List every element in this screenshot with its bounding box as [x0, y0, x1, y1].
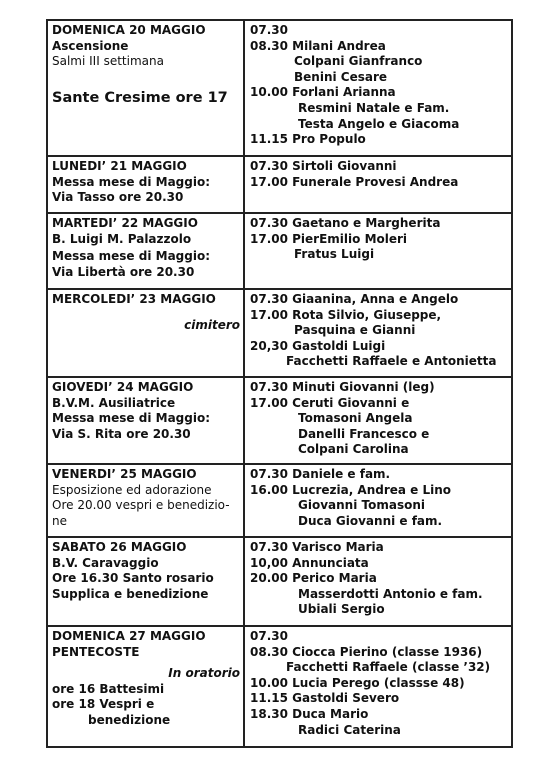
mass-intentions-cell: [250, 159, 512, 190]
mass-entry: 08.30 Milani Andrea: [250, 38, 386, 53]
oratory-note: In oratorio: [168, 666, 240, 681]
mass-entry: Masserdotti Antonio e fam.: [298, 586, 483, 601]
day-note: ore 16 Battesimi: [52, 681, 165, 696]
day-note: ne: [52, 513, 67, 528]
day-note: Via S. Rita ore 20.30: [52, 426, 191, 441]
mass-entry: 20.00 Perico Maria: [250, 571, 377, 586]
day-title: DOMENICA 20 MAGGIO: [52, 23, 206, 37]
day-note: B. Luigi M. Palazzolo: [52, 231, 192, 246]
mass-entry: Giovanni Tomasoni: [298, 498, 425, 513]
mass-intentions-cell: [250, 540, 512, 618]
liturgical-feast: B.V. Caravaggio: [52, 555, 159, 570]
day-note: benedizione: [88, 712, 171, 727]
psalter-week: Salmi III settimana: [52, 54, 164, 69]
day-info-cell: [52, 159, 240, 206]
liturgical-feast: PENTECOSTE: [52, 644, 140, 659]
mass-entry: 10.00 Lucia Perego (classse 48): [250, 675, 465, 690]
day-info-cell: [52, 216, 240, 280]
day-note: ore 18 Vespri e: [52, 697, 155, 712]
mass-entry: 07.30 Daniele e fam.: [250, 467, 391, 481]
mass-schedule-table: [46, 19, 513, 748]
day-title: MERCOLEDI’ 23 MAGGIO: [52, 292, 216, 306]
mass-entry: 10.00 Forlani Arianna: [250, 85, 396, 100]
day-note: Messa mese di Maggio:: [52, 174, 210, 189]
day-row-friday-25: [48, 463, 511, 538]
day-note: Messa mese di Maggio:: [52, 411, 210, 426]
day-note: Via Libertà ore 20.30: [52, 264, 195, 279]
mass-entry: 17.00 Funerale Provesi Andrea: [250, 174, 459, 189]
day-title: GIOVEDI’ 24 MAGGIO: [52, 380, 194, 394]
day-row-sunday-20: [48, 21, 511, 155]
mass-entry: Colpani Carolina: [298, 442, 409, 457]
mass-entry: Tomasoni Angela: [298, 411, 413, 426]
mass-entry: Testa Angelo e Giacoma: [298, 116, 460, 131]
mass-entry: Radici Caterina: [298, 722, 401, 737]
mass-entry: Ubiali Sergio: [298, 602, 385, 617]
day-row-saturday-26: [48, 536, 511, 627]
day-note: Ore 16.30 Santo rosario: [52, 571, 214, 586]
day-row-tuesday-22: [48, 212, 511, 290]
day-info-cell: [52, 467, 240, 529]
mass-intentions-cell: [250, 629, 512, 738]
mass-entry: 07.30 Minuti Giovanni (leg): [250, 380, 435, 394]
liturgical-feast: Ascensione: [52, 38, 129, 53]
mass-entry: 11.15 Gastoldi Severo: [250, 691, 400, 706]
mass-intentions-cell: [250, 23, 512, 148]
mass-entry: Colpani Gianfranco: [294, 54, 423, 69]
mass-entry: 07.30: [250, 629, 288, 643]
day-note: Messa mese di Maggio:: [52, 249, 210, 264]
mass-intentions-cell: [250, 380, 512, 458]
mass-entry: 18.30 Duca Mario: [250, 706, 369, 721]
day-title: DOMENICA 27 MAGGIO: [52, 629, 206, 643]
mass-entry: Resmini Natale e Fam.: [298, 100, 450, 115]
liturgical-feast: B.V.M. Ausiliatrice: [52, 395, 176, 410]
mass-entry: 07.30 Giaanina, Anna e Angelo: [250, 292, 459, 306]
day-note: Ore 20.00 vespri e benedizio-: [52, 498, 230, 513]
day-title: LUNEDI’ 21 MAGGIO: [52, 159, 187, 173]
mass-intentions-cell: [250, 467, 512, 529]
mass-entry: Danelli Francesco e: [298, 426, 430, 441]
mass-entry: Benini Cesare: [294, 69, 388, 84]
mass-entry: 20,30 Gastoldi Luigi: [250, 338, 386, 353]
mass-entry: 11.15 Pro Populo: [250, 132, 366, 147]
mass-intentions-cell: [250, 292, 512, 370]
day-note: Via Tasso ore 20.30: [52, 190, 184, 205]
mass-entry: Facchetti Raffaele e Antonietta: [286, 354, 497, 369]
mass-entry: Pasquina e Gianni: [294, 323, 416, 338]
confirmation-notice: Sante Cresime ore 17: [52, 89, 228, 106]
day-title: VENERDI’ 25 MAGGIO: [52, 467, 197, 481]
day-title: SABATO 26 MAGGIO: [52, 540, 187, 554]
mass-entry: Fratus Luigi: [294, 247, 375, 262]
day-info-cell: [52, 292, 240, 333]
mass-intentions-cell: [250, 216, 512, 263]
day-info-cell: [52, 540, 240, 602]
mass-entry: 17.00 PierEmilio Moleri: [250, 231, 408, 246]
day-info-cell: [52, 380, 240, 442]
day-title: MARTEDI’ 22 MAGGIO: [52, 216, 198, 230]
mass-entry: 07.30 Sirtoli Giovanni: [250, 159, 397, 173]
mass-entry: 07.30: [250, 23, 288, 37]
day-row-wednesday-23: [48, 288, 511, 378]
mass-entry: 16.00 Lucrezia, Andrea e Lino: [250, 482, 452, 497]
mass-entry: 10,00 Annunciata: [250, 555, 369, 570]
day-row-sunday-27: [48, 625, 511, 746]
mass-entry: 17.00 Ceruti Giovanni e: [250, 395, 410, 410]
cemetery-note: cimitero: [184, 317, 240, 332]
mass-entry: 07.30 Varisco Maria: [250, 540, 384, 554]
day-info-cell: [52, 629, 240, 729]
mass-entry: 08.30 Ciocca Pierino (classe 1936): [250, 644, 483, 659]
mass-entry: Facchetti Raffaele (classe ’32): [286, 660, 491, 675]
day-row-thursday-24: [48, 376, 511, 465]
day-row-monday-21: [48, 155, 511, 214]
day-note: Supplica e benedizione: [52, 586, 209, 601]
mass-entry: 17.00 Rota Silvio, Giuseppe,: [250, 307, 442, 322]
day-info-cell: [52, 23, 240, 108]
day-note: Esposizione ed adorazione: [52, 482, 212, 497]
mass-entry: Duca Giovanni e fam.: [298, 513, 443, 528]
mass-entry: 07.30 Gaetano e Margherita: [250, 216, 441, 230]
